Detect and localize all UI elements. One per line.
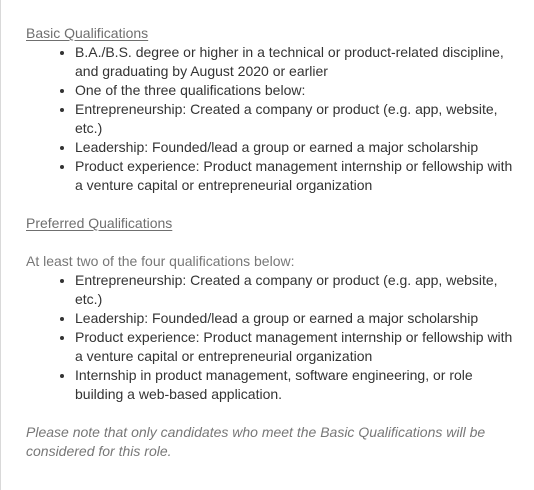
section-spacer <box>26 233 520 252</box>
preferred-intro-text: At least two of the four qualifications below: <box>26 253 295 269</box>
section-spacer <box>26 404 520 423</box>
list-item: • Leadership: Founded/lead a group or earned a major scholarship <box>75 309 520 328</box>
list-item: • One of the three qualifications below: <box>75 81 520 100</box>
list-item: • Entrepreneurship: Created a company or product (e.g. app, website, etc.) <box>75 100 520 138</box>
eligibility-note: Please note that only candidates who meet the Basic Qualifications will be considered for this role. <box>26 424 486 459</box>
list-item: • Internship in product management, software engineering, or role building a web-based application. <box>75 366 520 404</box>
basic-qualifications-list <box>26 43 520 195</box>
preferred-qualifications-list <box>26 271 520 404</box>
list-item: • Product experience: Product management internship or fellowship with a venture capital or entrepreneurial organization <box>75 157 520 195</box>
qualifications-section <box>26 24 520 461</box>
basic-qualifications-heading: Basic Qualifications <box>26 25 149 41</box>
preferred-qualifications-heading: Preferred Qualifications <box>26 215 173 231</box>
section-spacer <box>26 195 520 214</box>
list-item: • B.A./B.S. degree or higher in a technical or product-related discipline, and graduating by August 2020 or earlier <box>75 43 520 81</box>
left-border <box>0 0 1 490</box>
list-item: • Leadership: Founded/lead a group or earned a major scholarship <box>75 138 520 157</box>
list-item: • Entrepreneurship: Created a company or product (e.g. app, website, etc.) <box>75 271 520 309</box>
list-item: • Product experience: Product management internship or fellowship with a venture capital or entrepreneurial organization <box>75 328 520 366</box>
